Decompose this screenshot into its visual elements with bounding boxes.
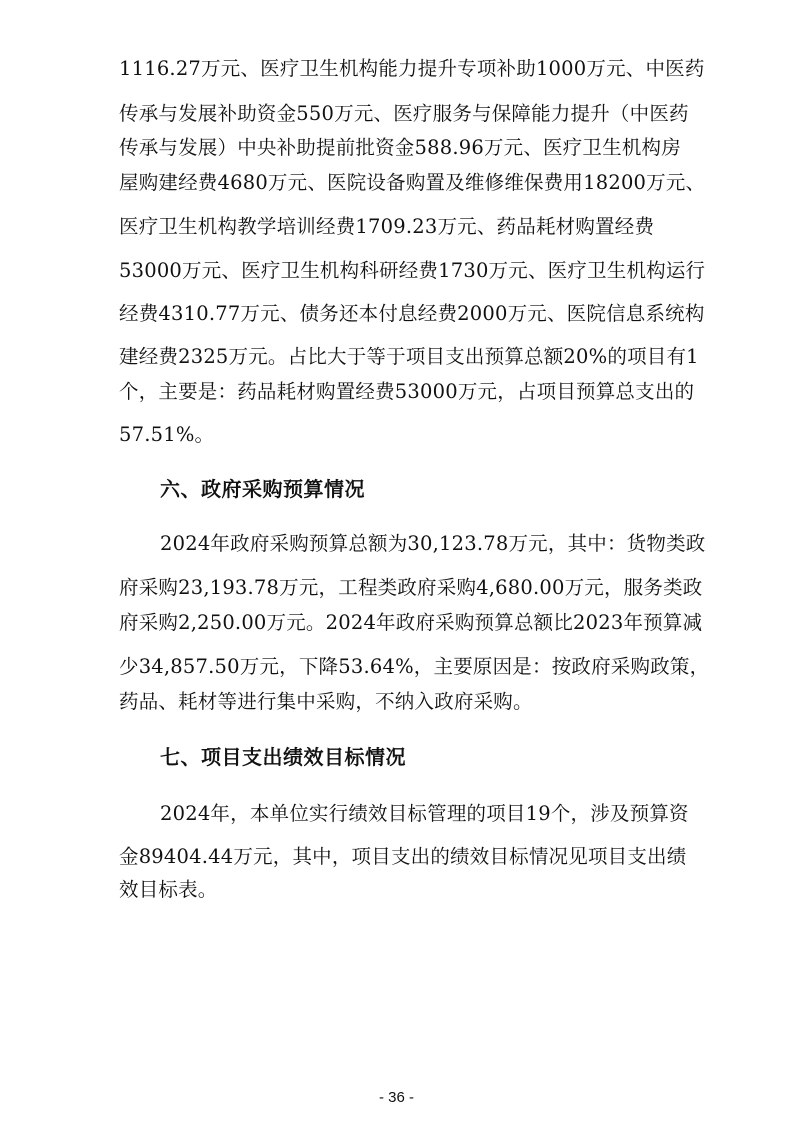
- text-line: 府采购2,250.00万元。2024年政府采购预算总额比2023年预算减: [119, 611, 703, 634]
- text-line: 医疗卫生机构教学培训经费1709.23万元、药品耗材购置经费: [119, 215, 655, 238]
- text-line: 个，主要是：药品耗材购置经费53000万元，占项目预算总支出的: [119, 380, 695, 403]
- text-line: 1116.27万元、医疗卫生机构能力提升专项补助1000万元、中医药: [119, 57, 705, 80]
- text-line: 金89404.44万元，其中，项目支出的绩效目标情况见项目支出绩: [119, 845, 687, 868]
- text-line: 府采购23,193.78万元，工程类政府采购4,680.00万元，服务类政: [119, 576, 703, 599]
- text-line: 传承与发展补助资金550万元、医疗服务与保障能力提升（中医药: [119, 102, 689, 125]
- text-line: 药品、耗材等进行集中采购，不纳入政府采购。: [119, 690, 533, 713]
- text-line: 57.51%。: [119, 423, 215, 446]
- text-line: 经费4310.77万元、债务还本付息经费2000万元、医院信息系统构: [119, 302, 705, 325]
- text-line: 2024年政府采购预算总额为30,123.78万元，其中：货物类政: [160, 532, 706, 555]
- section-heading-government-procurement: 六、政府采购预算情况: [160, 477, 365, 501]
- text-line: 53000万元、医疗卫生机构科研经费1730万元、医疗卫生机构运行: [119, 259, 706, 282]
- text-line: 2024年，本单位实行绩效目标管理的项目19个，涉及预算资: [160, 802, 689, 825]
- text-line: 屋购建经费4680万元、医院设备购置及维修维保费用18200万元、: [119, 171, 706, 194]
- text-line: 少34,857.50万元，下降53.64%，主要原因是：按政府采购政策，: [119, 655, 710, 678]
- page-number: - 36 -: [378, 1089, 414, 1106]
- text-line: 传承与发展）中央补助提前批资金588.96万元、医疗卫生机构房: [119, 136, 681, 159]
- section-heading-performance-targets: 七、项目支出绩效目标情况: [160, 745, 406, 769]
- text-line: 建经费2325万元。占比大于等于项目支出预算总额20%的项目有1: [119, 345, 699, 368]
- text-line: 效目标表。: [119, 878, 218, 901]
